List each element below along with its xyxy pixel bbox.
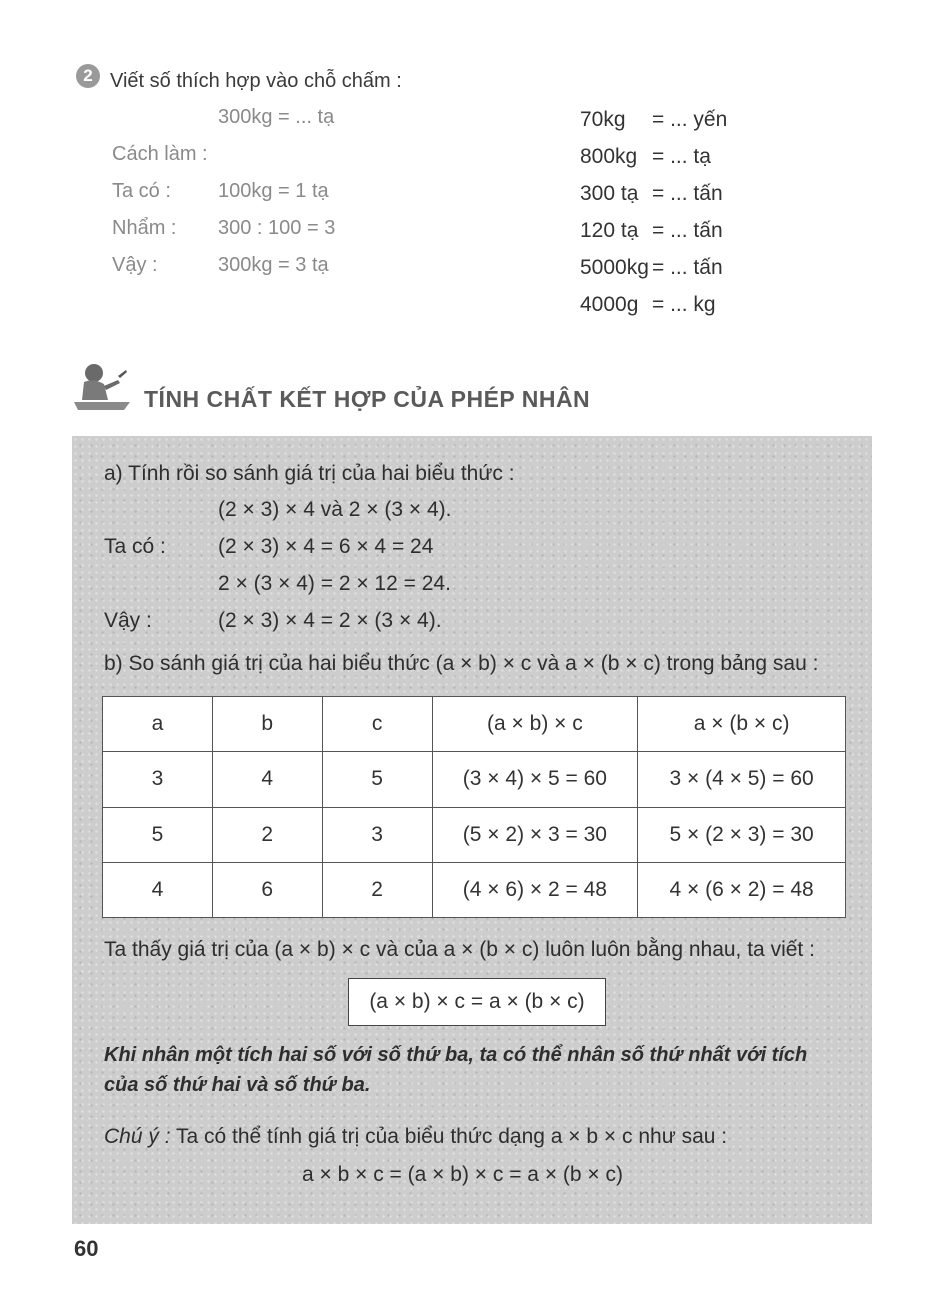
step-text: 300kg = 3 tạ: [218, 254, 329, 276]
table-row: [103, 807, 846, 862]
note-formula: a × b × c = (a × b) × c = a × (b × c): [302, 1163, 624, 1186]
table-cell: 6: [212, 862, 322, 917]
so-label: Vậy :: [104, 609, 152, 632]
step-label: Vậy :: [112, 254, 158, 276]
exercise-number-badge: 2: [76, 64, 100, 88]
conversion-right: = ... yến: [652, 108, 728, 131]
conversion-right: = ... tấn: [652, 219, 723, 242]
have-label: Ta có :: [104, 535, 166, 558]
table-row: [103, 862, 846, 917]
table-header-cell: a: [103, 697, 213, 752]
example-problem: 300kg = ... tạ: [218, 106, 335, 128]
table-cell: 5: [103, 807, 213, 862]
part-a-expressions: (2 × 3) × 4 và 2 × (3 × 4).: [218, 498, 452, 521]
table-cell: (5 × 2) × 3 = 30: [432, 807, 638, 862]
table-row: [103, 752, 846, 807]
student-writing-icon: [72, 362, 132, 412]
table-cell: 3: [322, 807, 432, 862]
step-label: Ta có :: [112, 180, 171, 202]
conversion-left: 4000g: [580, 293, 639, 316]
conversion-right: = ... tạ: [652, 145, 711, 168]
table-cell: (4 × 6) × 2 = 48: [432, 862, 638, 917]
part-a-conclusion: (2 × 3) × 4 = 2 × (3 × 4).: [218, 609, 442, 632]
table-header-cell: c: [322, 697, 432, 752]
associative-formula-box: (a × b) × c = a × (b × c): [348, 978, 606, 1026]
conversion-left: 120 tạ: [580, 219, 639, 242]
table-cell: 2: [212, 807, 322, 862]
table-cell: 4: [103, 862, 213, 917]
note: [104, 1125, 727, 1149]
table-header-cell: a × (b × c): [638, 697, 846, 752]
comparison-table: [102, 696, 846, 918]
exercise-instruction: Viết số thích hợp vào chỗ chấm :: [110, 70, 402, 92]
note-text: Ta có thể tính giá trị của biểu thức dạng a × b × c như sau :: [170, 1125, 728, 1148]
step-text: 100kg = 1 tạ: [218, 180, 329, 202]
conversion-left: 70kg: [580, 108, 626, 131]
part-b-intro: b) So sánh giá trị của hai biểu thức (a × b) × c và a × (b × c) trong bảng sau :: [104, 652, 819, 675]
table-header-cell: b: [212, 697, 322, 752]
step-text: 300 : 100 = 3: [218, 217, 336, 239]
method-label: Cách làm :: [112, 143, 208, 165]
observation-text: Ta thấy giá trị của (a × b) × c và của a × (b × c) luôn luôn bằng nhau, ta viết :: [104, 938, 815, 961]
conversion-right: = ... tấn: [652, 182, 723, 205]
conversion-left: 800kg: [580, 145, 638, 168]
table-cell: 3 × (4 × 5) = 60: [638, 752, 846, 807]
table-header-row: [103, 697, 846, 752]
table-cell: 4 × (6 × 2) = 48: [638, 862, 846, 917]
table-cell: 3: [103, 752, 213, 807]
table-cell: 2: [322, 862, 432, 917]
table-cell: 5: [322, 752, 432, 807]
step-label: Nhẩm :: [112, 217, 177, 239]
conversion-left: 300 tạ: [580, 182, 639, 205]
conversion-right: = ... tấn: [652, 256, 723, 279]
conversion-left: 5000kg: [580, 256, 649, 279]
page-number: 60: [74, 1236, 99, 1261]
table-cell: 4: [212, 752, 322, 807]
rule-line-1: Khi nhân một tích hai số với số thứ ba, ta có thể nhân số thứ nhất với tích: [104, 1044, 808, 1066]
calculation-1: (2 × 3) × 4 = 6 × 4 = 24: [218, 535, 434, 558]
part-a-intro: a) Tính rồi so sánh giá trị của hai biểu thức :: [104, 462, 515, 485]
section-title: TÍNH CHẤT KẾT HỢP CỦA PHÉP NHÂN: [144, 386, 591, 412]
table-cell: (3 × 4) × 5 = 60: [432, 752, 638, 807]
conversion-right: = ... kg: [652, 293, 716, 316]
rule-line-2: của số thứ hai và số thứ ba.: [104, 1074, 371, 1096]
table-cell: 5 × (2 × 3) = 30: [638, 807, 846, 862]
calculation-2: 2 × (3 × 4) = 2 × 12 = 24.: [218, 572, 451, 595]
note-label: Chú ý :: [104, 1125, 171, 1148]
table-header-cell: (a × b) × c: [432, 697, 638, 752]
